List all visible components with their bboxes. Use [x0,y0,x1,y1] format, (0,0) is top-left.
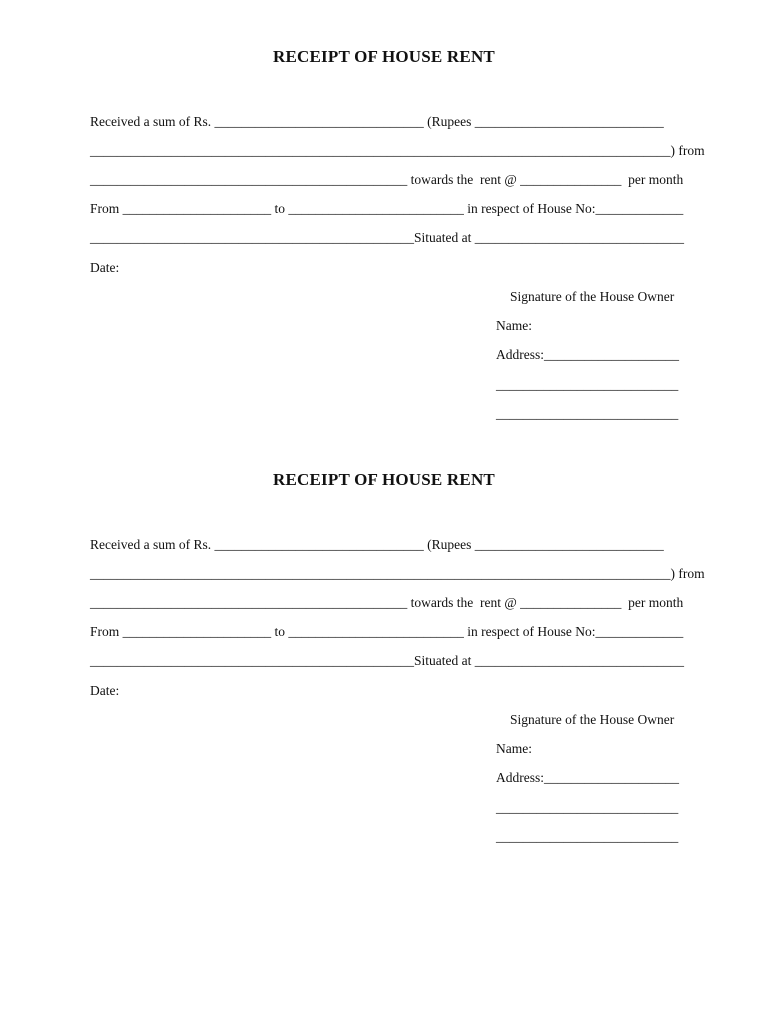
receipt-title: RECEIPT OF HOUSE RENT [273,470,495,489]
owner-address-label: Address:____________________ [496,770,679,785]
receipt-title: RECEIPT OF HOUSE RENT [273,47,495,66]
period-line: From ______________________ to __________________________ in respect of House No:_____________ [90,201,684,216]
receipt-bottom [0,423,768,843]
date-label: Date: [90,683,120,698]
owner-name-label: Name: [496,318,532,333]
owner-address-line-3: ___________________________ [496,406,679,421]
receipt-top [0,0,768,420]
owner-address-line-3: ___________________________ [496,829,679,844]
owner-address-label: Address:____________________ [496,347,679,362]
period-line: From ______________________ to __________________________ in respect of House No:_____________ [90,624,684,639]
signature-title: Signature of the House Owner [510,712,675,727]
situated-line: ________________________________________________Situated at _______________________________ [90,230,684,245]
owner-address-line-2: ___________________________ [496,800,679,815]
rent-rate-line: _______________________________________________ towards the rent @ _______________ per month [90,595,684,610]
amount-line: Received a sum of Rs. _______________________________ (Rupees ____________________________ [90,537,664,552]
amount-line: Received a sum of Rs. _______________________________ (Rupees ____________________________ [90,114,664,129]
rent-rate-line: _______________________________________________ towards the rent @ _______________ per month [90,172,684,187]
amount-words-line: ______________________________________________________________________________________) from [90,143,705,158]
owner-name-label: Name: [496,741,532,756]
date-label: Date: [90,260,120,275]
amount-words-line: ______________________________________________________________________________________) from [90,566,705,581]
owner-address-line-2: ___________________________ [496,377,679,392]
signature-title: Signature of the House Owner [510,289,675,304]
situated-line: ________________________________________________Situated at _______________________________ [90,653,684,668]
